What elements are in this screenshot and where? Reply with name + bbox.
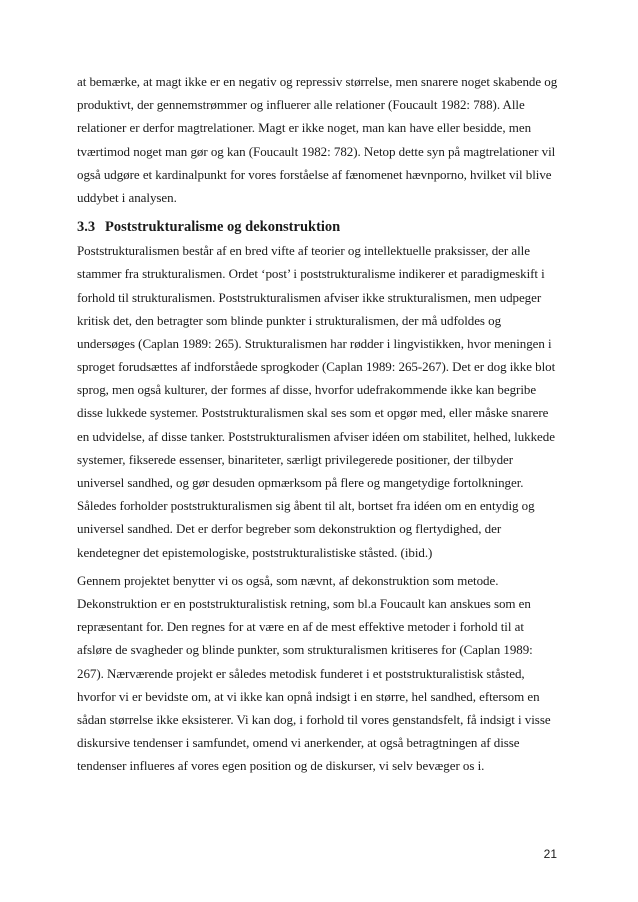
document-page <box>77 70 564 777</box>
text-line: uddybet i analysen. <box>77 189 177 205</box>
text-line: diskursive tendenser i samfundet, omend vi anerkender, at også betragtningen af disse <box>77 735 520 751</box>
text-line: tværtimod noget man gør og kan (Foucault 1982: 782). Netop dette syn på magtrelationer vil <box>77 143 556 159</box>
text-line: en udvidelse, af disse tanker. Poststrukturalismen afviser idéen om stabilitet, helhed, lukkede <box>77 428 555 444</box>
text-line: at bemærke, at magt ikke er en negativ og repressiv størrelse, men snarere noget skabende og <box>77 74 558 89</box>
text-line: undersøges (Caplan 1989: 265). Strukturalismen har rødder i lingvistikken, hvor meningen i <box>77 335 552 351</box>
page-number: 21 <box>543 847 557 861</box>
text-line: forhold til strukturalismen. Poststrukturalismen afviser ikke strukturalismen, men udpeger <box>77 289 542 305</box>
section-number: 3.3 <box>77 219 96 236</box>
text-line: tendenser influeres af vores egen position og de diskurser, vi selv bevæger os i. <box>77 758 485 774</box>
text-line: kritisk det, den betragter som blinde punkter i strukturalismen, der må udfoldes og <box>77 312 502 328</box>
text-line: disse lukkede systemer. Poststrukturalismen skal ses som et opgør med, eller måske snarere <box>77 405 549 421</box>
text-line: Således forholder poststrukturalismen sig åbent til alt, bortset fra idéen om en entydig og <box>77 498 535 514</box>
text-line: repræsentant for. Den regnes for at være en af de mest effektive metoder i forhold til at <box>77 619 524 635</box>
text-line: sproget forudsættes af indforståede sprogkoder (Caplan 1989: 265-267). Det er dog ikke blot <box>77 359 556 375</box>
section-title: Poststrukturalisme og dekonstruktion <box>105 219 341 236</box>
section-heading <box>77 217 564 237</box>
text-line: stammer fra strukturalismen. Ordet ‘post’ i poststrukturalisme indikerer et paradigmeskift i <box>77 266 545 282</box>
text-line: systemer, fikserede essenser, binariteter, særligt privilegerede positioner, der tilbyder <box>77 451 514 467</box>
text-line: relationer er derfor magtrelationer. Magt er ikke noget, man kan have eller besidde, men <box>77 120 532 136</box>
text-line: universel sandhed. Det er derfor begreber som dekonstruktion og flertydighed, der <box>77 521 502 537</box>
text-line: Gennem projektet benytter vi os også, som nævnt, af dekonstruktion som metode. <box>77 572 499 588</box>
text-line: sprog, men også kulturer, der formes af disse, hvorfor udefrakommende ikke kan begribe <box>77 382 537 398</box>
text-line: sådan størrelse ikke eksisterer. Vi kan dog, i forhold til vores genstandsfelt, få indsigt i visse <box>77 711 551 727</box>
text-line: Poststrukturalismen består af en bred vifte af teorier og intellektuelle praksisser, der alle <box>77 243 530 259</box>
text-line: afsløre de svagheder og blinde punkter, som strukturalismen kritiseres for (Caplan 1989: <box>77 642 533 658</box>
text-line: produktivt, der gennemstrømmer og influerer alle relationer (Foucault 1982: 788). Alle <box>77 97 525 113</box>
paragraph-poststructuralism <box>77 239 564 564</box>
paragraph-intro <box>77 70 564 209</box>
text-line: kendetegner det epistemologiske, poststrukturalistiske ståsted. (ibid.) <box>77 544 433 560</box>
text-line: Dekonstruktion er en poststrukturalistisk retning, som bl.a Foucault kan anskues som en <box>77 595 531 611</box>
text-line: universel sandhed, og gør desuden opmærksom på flere og mangetydige fortolkninger. <box>77 475 524 490</box>
paragraph-deconstruction-method <box>77 569 564 778</box>
text-line: hvorfor vi er bevidste om, at vi ikke kan opnå indsigt i en større, hel sandhed, eftersom en <box>77 688 540 704</box>
text-line: også udgøre et kardinalpunkt for vores forståelse af fænomenet hævnporno, hvilket vil blive <box>77 166 552 182</box>
text-line: 267). Nærværende projekt er således metodisk funderet i et poststrukturalistisk ståsted, <box>77 665 525 681</box>
